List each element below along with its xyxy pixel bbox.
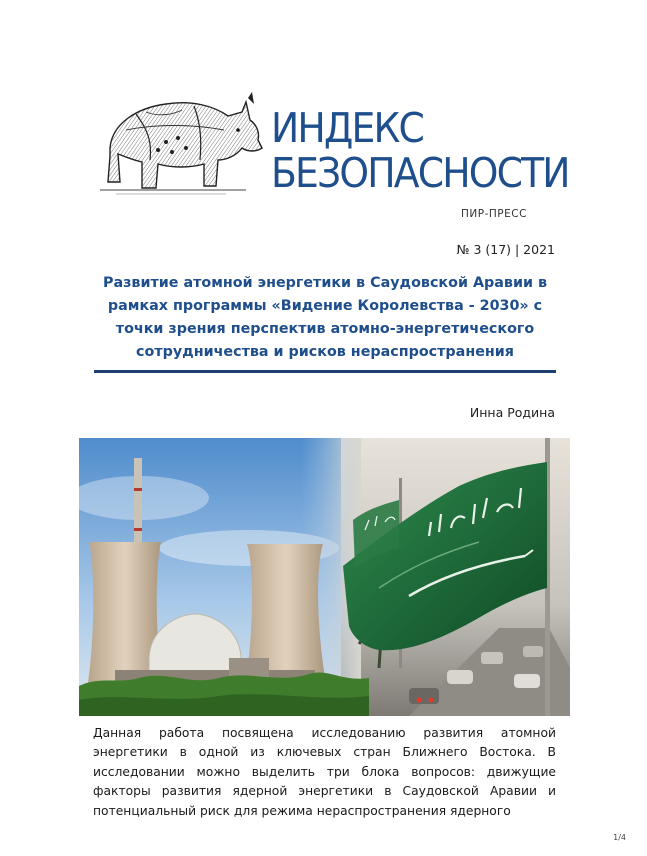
journal-brand — [271, 106, 569, 196]
article-intro-text: Данная работа посвящена исследованию развития атомной энергетики в одной из ключевых стран Ближнего Востока. В исследовании можно выделить три блока вопросов: движущие факторы развития ядерной энергетики в Саудовской Аравии и потенциальный риск для режима нераспространения ядерного — [93, 726, 556, 818]
issue-number: № 3 (17) | 2021 — [456, 242, 555, 257]
rhinoceros-logo-icon — [96, 90, 264, 202]
brand-line-2: БЕЗОПАСНОСТИ — [271, 149, 569, 197]
article-title: Развитие атомной энергетики в Саудовской Аравии в рамках программы «Видение Королевства - 2030» с точки зрения перспектив атомно-энергетического сотрудничества и рисков нераспространения — [102, 275, 547, 360]
nuclear-plant-and-flag-image — [79, 438, 570, 716]
publisher-label: ПИР-ПРЕСС — [461, 208, 527, 220]
article-author: Инна Родина — [469, 405, 555, 420]
brand-line-1: ИНДЕКС — [271, 104, 423, 152]
page-number: 1/4 — [613, 833, 626, 842]
title-divider — [94, 370, 556, 373]
